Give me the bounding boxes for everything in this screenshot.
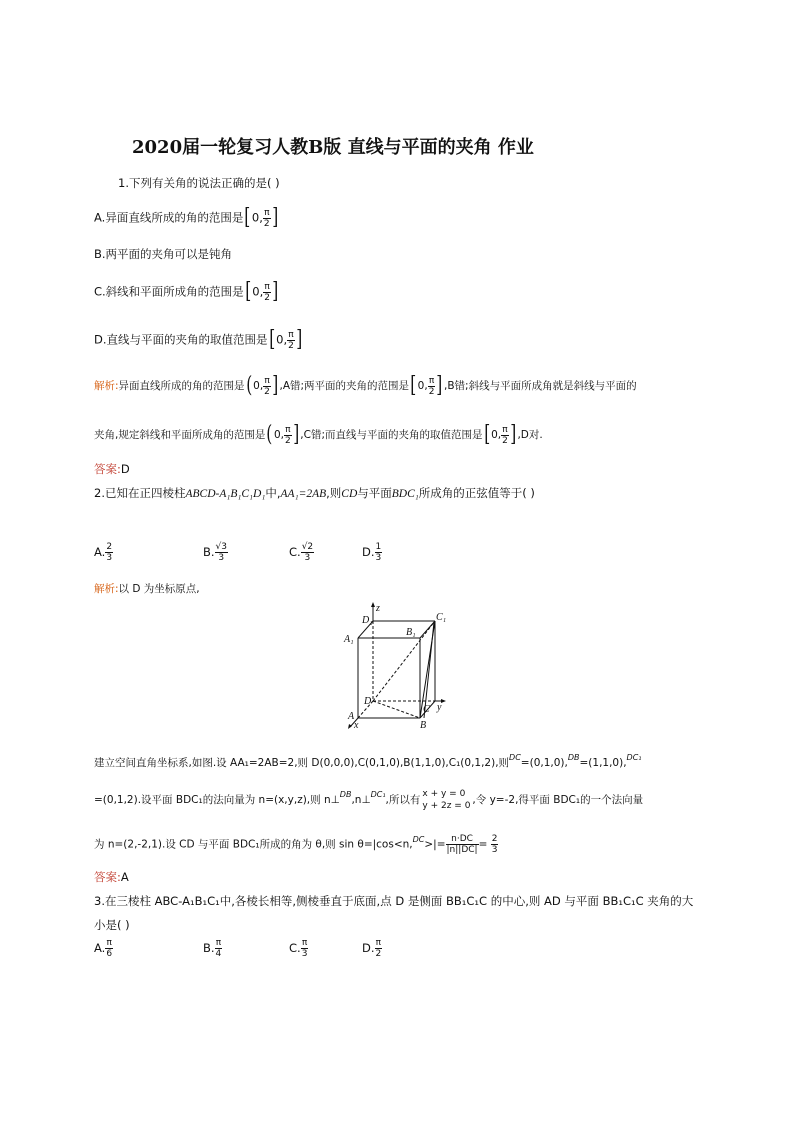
option-label: A. (94, 545, 106, 559)
label-c: C (423, 704, 430, 715)
vector-dc: DC (509, 753, 521, 762)
option-label: C. (289, 941, 301, 955)
fraction-pi-over-2: $\frac{\pi}{2}$ (284, 424, 291, 446)
fraction-1-over-3: $\frac{1}{3}$ (375, 542, 382, 563)
q1-option-d-text: D.直线与平面的夹角的取值范围是 (94, 332, 268, 347)
bracket-left: ( (266, 422, 273, 447)
bracket-right: ] (510, 422, 517, 447)
q2-sol-text: ,令 y=-2,得平面 BDC₁的一个法向量 (472, 794, 644, 806)
label-y: y (437, 702, 442, 713)
fraction-root3-over-3: $\frac{√3}{3}$ (215, 542, 228, 563)
math-zero: 0 (276, 332, 284, 347)
q2-option-b (203, 542, 228, 563)
math-comma: , (283, 332, 288, 347)
q1-sol-text: 夹角,规定斜线和平面所成角的范围是 (94, 429, 266, 441)
solution-label: 解析: (94, 583, 119, 595)
q2-sol-text: =(0,1,2).设平面 BDC₁的法向量为 n=(x,y,z),则 n⊥ (94, 794, 340, 806)
fraction-pi-over-2: $\frac{\pi}{2}$ (428, 375, 435, 397)
math-comma: , (280, 429, 284, 441)
vector-dc: DC (412, 834, 425, 844)
q3-option-d (362, 938, 382, 959)
bracket-left: [ (483, 422, 490, 447)
q1-sol-text: ,D对. (517, 429, 543, 441)
bracket-right: ] (272, 373, 279, 398)
label-d1: D₁ (362, 615, 373, 626)
q1-option-c (94, 281, 280, 303)
q2-stem-text: 中, (265, 486, 281, 500)
q2-stem-text: 所成角的正弦值等于( ) (418, 486, 535, 500)
q2-stem-math: AA₁=2AB (280, 488, 327, 500)
q2-option-d (362, 542, 382, 563)
option-label: D. (362, 545, 375, 559)
q2-stem-text: 2.已知在正四棱柱 (94, 486, 186, 500)
answer-label: 答案: (94, 870, 121, 884)
bracket-left: ( (245, 373, 252, 398)
label-b1: B₁ (406, 627, 416, 638)
q2-sol-text: ,n⊥ (351, 794, 371, 806)
option-label: C. (289, 545, 301, 559)
math-comma: , (259, 380, 264, 392)
bracket-right: ] (272, 279, 279, 304)
label-a: A (348, 711, 355, 722)
q1-option-c-text: C.斜线和平面所成角的范围是 (94, 284, 244, 299)
q2-stem (94, 486, 535, 501)
q1-option-d (94, 329, 303, 351)
option-label: D. (362, 941, 375, 955)
q1-sol-text: ,A错;两平面的夹角的范围是 (279, 380, 410, 392)
label-d: D (364, 696, 372, 707)
fraction-pi-over-2: $\frac{\pi}{2}$ (502, 424, 508, 446)
q1-answer (94, 462, 130, 476)
axis-y-arrow (441, 699, 446, 703)
vector-dc1: DC₁ (626, 753, 642, 762)
math-zero: 0 (252, 284, 260, 299)
equation-2: y + 2z = 0 (422, 801, 471, 811)
q1-sol-text: ,B错;斜线与平面所成角就是斜线与平面的 (444, 380, 637, 392)
fraction-n-dc: $\frac{n\cdot DC}{|n||DC|}$ (446, 834, 478, 855)
fraction-root2-over-3: $\frac{√2}{3}$ (301, 542, 314, 563)
math-comma: , (424, 380, 428, 392)
q2-stem-math: BDC₁ (391, 488, 419, 500)
math-comma: , (259, 210, 263, 225)
q2-sol-text: 以 D 为坐标原点, (118, 583, 200, 595)
label-x: x (354, 720, 359, 730)
q2-stem-text: 与平面 (357, 486, 392, 500)
fraction-pi-over-3: $\frac{\pi}{3}$ (301, 938, 308, 959)
fraction-pi-over-4: $\frac{\pi}{4}$ (215, 938, 222, 959)
q2-answer (94, 870, 129, 884)
q2-sol-text: =(0,1,0), (520, 757, 568, 769)
answer-value: A (120, 870, 129, 884)
q2-stem-text: ,则 (326, 486, 342, 500)
option-label: B. (203, 545, 215, 559)
bracket-left: [ (410, 373, 417, 398)
q3-option-a (94, 938, 113, 959)
fraction-pi-over-6: $\frac{\pi}{6}$ (106, 938, 113, 959)
q3-option-b (203, 938, 222, 959)
vector-dc1: DC₁ (370, 790, 386, 799)
q2-solution-line-3 (94, 788, 643, 812)
q1-solution-line-1 (94, 375, 637, 397)
q3-stem-line-1: 3.在三棱柱 ABC-A₁B₁C₁中,各棱长相等,侧棱垂直于底面,点 D 是侧面 BB₁C₁C 的中心,则 AD 与平面 BB₁C₁C 夹角的大 (94, 894, 694, 908)
bracket-left: [ (268, 327, 275, 352)
label-c1: C₁ (436, 612, 447, 623)
q2-stem-math: ABCD-A₁B₁C₁D₁ (185, 488, 266, 500)
q2-sol-text: = (478, 838, 491, 851)
vector-db: DB (567, 753, 580, 762)
equation-system (422, 788, 470, 812)
fraction-2-over-3: $\frac{2}{3}$ (106, 542, 113, 563)
q2-sol-text: 建立空间直角坐标系,如图.设 AA₁=2AB=2,则 D(0,0,0),C(0,1,0),B(1,1,0),C₁(0,1,2),则 (94, 757, 510, 769)
vector-db: DB (339, 790, 352, 799)
label-b: B (420, 720, 427, 730)
q1-sol-text: 异面直线所成的角的范围是 (118, 380, 245, 392)
fraction-pi-over-2: $\frac{\pi}{2}$ (263, 207, 270, 229)
q1-option-a (94, 207, 279, 229)
q2-sol-text: ,所以有 (385, 794, 421, 806)
option-label: A. (94, 941, 106, 955)
q1-stem: 1.下列有关角的说法正确的是( ) (118, 176, 280, 190)
q2-stem-math: CD (341, 488, 358, 500)
bracket-right: ] (296, 327, 303, 352)
bracket-right: ] (292, 422, 300, 447)
math-zero: 0 (273, 429, 281, 441)
q2-sol-text: 为 n=(2,-2,1).设 CD 与平面 BDC₁所成的角为 θ,则 sin θ=|cos<n, (94, 838, 413, 851)
prism-coordinate-diagram (340, 600, 450, 730)
equation-1: x + y = 0 (422, 789, 466, 799)
q2-solution-line-2 (94, 754, 642, 770)
math-zero: 0 (251, 210, 260, 225)
math-comma: , (497, 429, 502, 441)
fraction-2-over-3: $\frac{2}{3}$ (491, 834, 498, 855)
bracket-right: ] (271, 205, 278, 230)
solution-label: 解析: (94, 380, 119, 392)
bracket-left: [ (244, 279, 251, 304)
q2-option-c (289, 542, 314, 563)
bracket-right: ] (436, 373, 443, 398)
option-label: B. (203, 941, 215, 955)
q2-sol-text: >|= (424, 838, 446, 851)
math-comma: , (259, 284, 264, 299)
q1-sol-text: ,C错;而直线与平面的夹角的取值范围是 (300, 429, 483, 441)
edge-dc1 (373, 621, 435, 701)
label-a1: A₁ (344, 634, 354, 645)
q2-option-a (94, 542, 113, 563)
axis-z-arrow (371, 602, 375, 607)
fraction-pi-over-2: $\frac{\pi}{2}$ (264, 375, 270, 397)
q1-option-b: B.两平面的夹角可以是钝角 (94, 247, 233, 261)
page-title: 2020届一轮复习人教B版 直线与平面的夹角 作业 (132, 137, 534, 158)
math-zero: 0 (491, 429, 498, 441)
q1-solution-line-2 (94, 424, 543, 446)
bracket-left: [ (244, 205, 251, 230)
q3-option-c (289, 938, 308, 959)
answer-value: D (120, 462, 130, 476)
fraction-pi-over-2: $\frac{\pi}{2}$ (264, 281, 270, 303)
q2-solution-line-1 (94, 582, 200, 596)
fraction-pi-over-2: $\frac{\pi}{2}$ (288, 329, 294, 351)
answer-label: 答案: (94, 462, 121, 476)
label-z: z (376, 603, 380, 614)
math-zero: 0 (417, 380, 425, 392)
q1-option-a-text: A.异面直线所成的角的范围是 (94, 210, 244, 225)
edge-db (373, 701, 420, 718)
math-zero: 0 (253, 380, 260, 392)
q3-stem-line-2: 小是( ) (94, 918, 130, 932)
q2-sol-text: =(1,1,0), (579, 757, 627, 769)
q2-solution-line-4 (94, 834, 498, 855)
fraction-pi-over-2: $\frac{\pi}{2}$ (375, 938, 382, 959)
